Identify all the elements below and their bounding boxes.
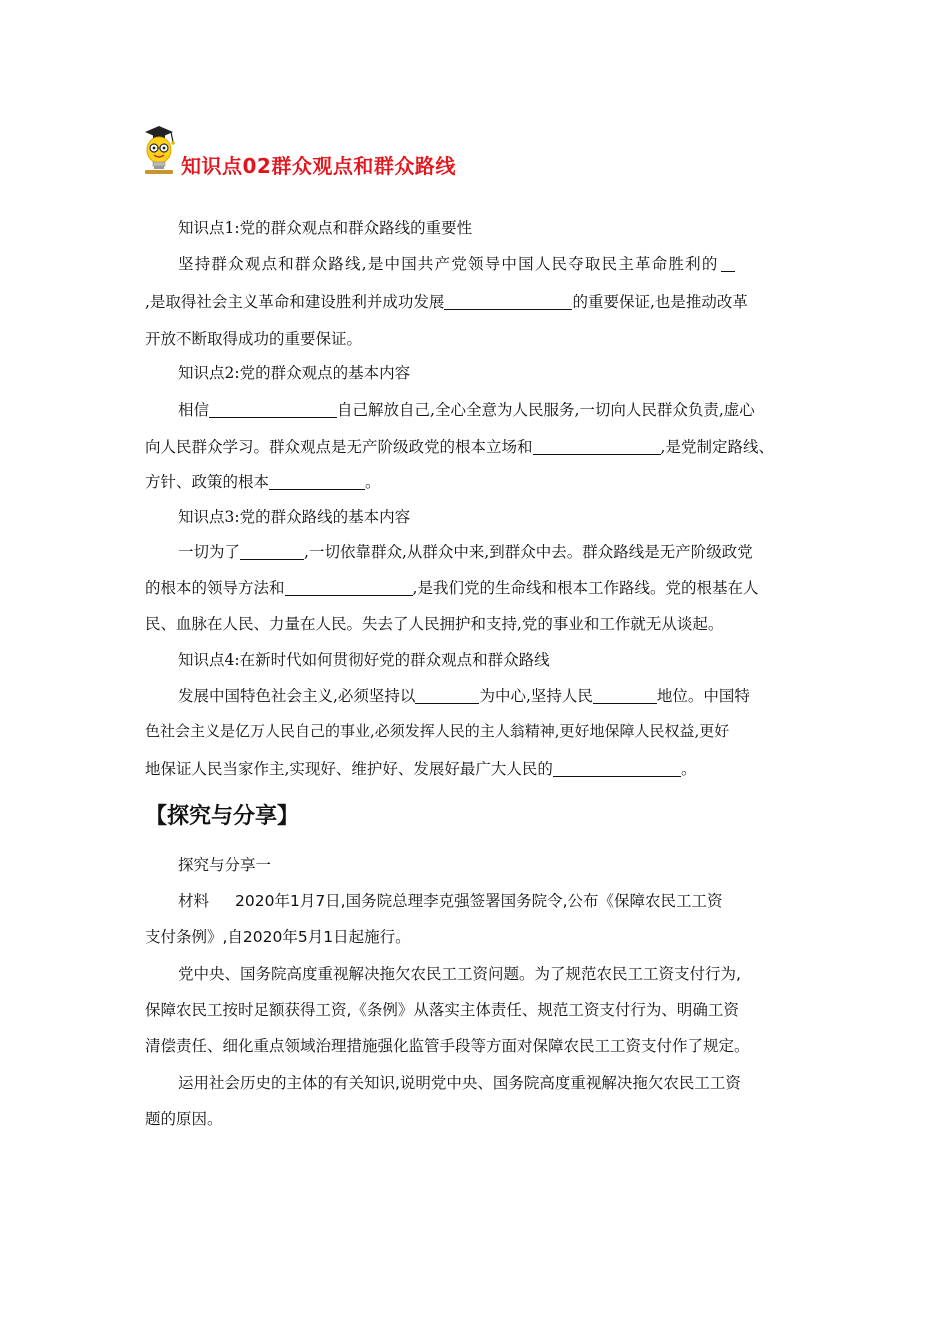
- answer-blank: [240, 543, 304, 560]
- material-label: 材料: [178, 892, 210, 910]
- answer-blank: [533, 438, 661, 455]
- graduate-lightbulb-icon: [143, 124, 179, 176]
- answer-blank: [415, 687, 479, 704]
- explore-line-7: 题的原因。: [145, 1110, 223, 1128]
- explore-line-3: 党中央、国务院高度重视解决拖欠农民工工资问题。为了规范农民工工资支付行为,: [178, 965, 741, 983]
- answer-blank: [721, 255, 735, 272]
- explore-heading: 探究与分享一: [178, 856, 272, 874]
- section-title: 【探究与分享】: [145, 804, 300, 829]
- point-1-line-3: 开放不断取得成功的重要保证。: [145, 330, 363, 348]
- point-2-line-2: 向人民群众学习。群众观点是无产阶级政党的根本立场和 ,是党制定路线、: [145, 438, 774, 456]
- explore-line-2: 支付条例》,自2020年5月1日起施行。: [145, 928, 411, 946]
- answer-blank: [209, 401, 337, 418]
- point-4-line-1: 发展中国特色社会主义,必须坚持以 为中心,坚持人民 地位。中国特: [178, 687, 750, 705]
- explore-line-1: 材料 2020年1月7日,国务院总理李克强签署国务院令,公布《保障农民工工资: [178, 892, 723, 910]
- answer-blank: [285, 579, 413, 596]
- explore-line-5: 清偿责任、细化重点领域治理措施强化监管手段等方面对保障农民工工资支付作了规定。: [145, 1037, 750, 1055]
- knowledge-point-title: 知识点02群众观点和群众路线: [181, 154, 456, 178]
- point-3-line-3: 民、血脉在人民、力量在人民。失去了人民拥护和支持,党的事业和工作就无从谈起。: [145, 615, 724, 633]
- point-3-line-2: 的根本的领导方法和 ,是我们党的生命线和根本工作路线。党的根基在人: [145, 579, 759, 597]
- point-2-line-1: 相信 自己解放自己,全心全意为人民服务,一切向人民群众负责,虚心: [178, 401, 755, 419]
- point-2-heading: 知识点2:党的群众观点的基本内容: [178, 364, 411, 382]
- explore-line-4: 保障农民工按时足额获得工资,《条例》从落实主体责任、规范工资支付行为、明确工资: [145, 1001, 739, 1019]
- point-3-line-1: 一切为了 ,一切依靠群众,从群众中来,到群众中去。群众路线是无产阶级政党: [178, 543, 753, 561]
- answer-blank: [593, 687, 657, 704]
- point-1-line-2: ,是取得社会主义革命和建设胜利并成功发展 的重要保证,也是推动改革: [145, 293, 748, 311]
- answer-blank: [553, 760, 681, 777]
- point-4-line-3: 地保证人民当家作主,实现好、维护好、发展好最广大人民的 。: [145, 760, 697, 778]
- explore-line-6: 运用社会历史的主体的有关知识,说明党中央、国务院高度重视解决拖欠农民工工资: [178, 1074, 741, 1092]
- answer-blank: [444, 293, 572, 310]
- point-1-heading: 知识点1:党的群众观点和群众路线的重要性: [178, 219, 473, 237]
- point-4-line-2: 色社会主义是亿万人民自己的事业,必须发挥人民的主人翁精神,更好地保障人民权益,更好: [145, 722, 730, 740]
- point-4-heading: 知识点4:在新时代如何贯彻好党的群众观点和群众路线: [178, 651, 550, 669]
- point-1-line-1: 坚持群众观点和群众路线,是中国共产党领导中国人民夺取民主革命胜利的: [178, 252, 735, 274]
- point-3-heading: 知识点3:党的群众路线的基本内容: [178, 508, 411, 526]
- point-2-line-3: 方针、政策的根本 。: [145, 473, 381, 491]
- answer-blank: [269, 473, 365, 490]
